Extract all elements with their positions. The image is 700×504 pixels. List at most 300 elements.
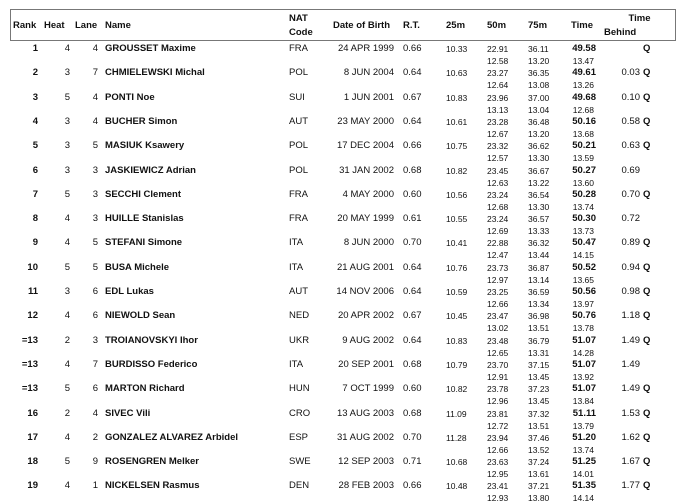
date-of-birth: 31 AUG 2002: [336, 431, 394, 443]
lap-75m: 13.20: [528, 128, 550, 139]
lap-75m: 13.30: [528, 153, 550, 164]
split-75m: 36.62: [528, 141, 550, 152]
rank-cell: 9: [32, 237, 38, 249]
lap-75m: 13.33: [528, 226, 550, 237]
rank-cell: 16: [27, 407, 38, 419]
lane-cell: 6: [92, 310, 98, 322]
split-75m: 37.21: [528, 481, 550, 492]
split-75m: 36.54: [528, 189, 550, 200]
rank-cell: 8: [32, 213, 38, 225]
final-time: 51.07: [572, 334, 596, 346]
header-nat-line1: NAT: [289, 13, 308, 24]
qualified-mark: Q: [643, 91, 651, 103]
time-behind: 1.49: [621, 383, 640, 395]
lap-75m: 13.31: [528, 347, 550, 358]
reaction-time: 0.66: [403, 480, 422, 492]
athlete-name: ROSENGREN Melker: [105, 456, 199, 468]
lap-100m: 14.28: [572, 347, 594, 358]
heat-cell: 5: [64, 261, 70, 273]
reaction-time: 0.64: [403, 115, 422, 127]
nat-code: CRO: [289, 407, 311, 419]
heat-cell: 3: [64, 67, 70, 79]
date-of-birth: 28 FEB 2003: [338, 480, 394, 492]
lap-50m: 12.58: [487, 56, 509, 66]
date-of-birth: 7 OCT 1999: [342, 383, 394, 395]
reaction-time: 0.70: [403, 237, 422, 249]
lap-50m: 13.02: [487, 323, 509, 334]
table-row: [0, 455, 700, 479]
lane-cell: 4: [92, 115, 98, 127]
nat-code: SUI: [289, 91, 305, 103]
reaction-time: 0.64: [403, 67, 422, 79]
athlete-name: GONZALEZ ALVAREZ Arbidel: [105, 431, 238, 443]
lap-75m: 13.44: [528, 250, 550, 261]
split-25m: 10.76: [446, 262, 468, 273]
rank-cell: 3: [32, 91, 38, 103]
split-50m: 23.32: [487, 141, 509, 152]
split-75m: 36.11: [528, 44, 549, 54]
lap-75m: 13.30: [528, 201, 550, 212]
qualified-mark: Q: [643, 383, 651, 395]
heat-cell: 5: [64, 91, 70, 103]
split-75m: 36.79: [528, 335, 550, 346]
lap-100m: 13.74: [572, 444, 594, 455]
split-50m: 23.41: [487, 481, 509, 492]
reaction-time: 0.64: [403, 261, 422, 273]
date-of-birth: 1 JUN 2001: [343, 91, 394, 103]
split-25m: 10.82: [446, 384, 468, 395]
lane-cell: 6: [92, 383, 98, 395]
reaction-time: 0.68: [403, 407, 422, 419]
lap-75m: 13.14: [528, 274, 550, 285]
athlete-name: TROIANOVSKYI Ihor: [105, 334, 198, 346]
date-of-birth: 20 SEP 2001: [338, 358, 394, 370]
split-75m: 36.57: [528, 214, 550, 225]
lap-100m: 14.14: [572, 493, 594, 504]
final-time: 51.07: [572, 383, 596, 395]
lane-cell: 5: [92, 261, 98, 273]
lap-100m: 13.97: [572, 299, 594, 309]
date-of-birth: 20 APR 2002: [338, 310, 394, 322]
heat-cell: 4: [64, 480, 70, 492]
time-behind: 1.62: [621, 431, 640, 443]
lap-75m: 13.34: [528, 299, 550, 309]
lap-100m: 14.01: [572, 469, 594, 480]
rank-cell: 19: [27, 480, 38, 492]
split-75m: 37.46: [528, 432, 550, 443]
athlete-name: MASIUK Ksawery: [105, 140, 185, 152]
header-25m: 25m: [446, 20, 466, 31]
reaction-time: 0.71: [403, 456, 422, 468]
header-name: Name: [105, 20, 131, 31]
split-25m: 11.09: [446, 408, 467, 419]
table-row: [0, 42, 700, 66]
split-75m: 37.00: [528, 92, 550, 103]
nat-code: ITA: [289, 358, 304, 370]
date-of-birth: 8 JUN 2000: [343, 237, 394, 249]
lane-cell: 5: [92, 237, 98, 249]
heat-cell: 3: [64, 286, 70, 297]
reaction-time: 0.60: [403, 188, 422, 200]
time-behind: 1.49: [621, 358, 640, 370]
lap-75m: 13.45: [528, 396, 550, 407]
lap-50m: 12.96: [487, 396, 509, 407]
heat-cell: 4: [64, 213, 70, 225]
lane-cell: 4: [92, 43, 98, 54]
lap-50m: 12.95: [487, 469, 509, 480]
split-75m: 36.87: [528, 262, 550, 273]
split-50m: 23.73: [487, 262, 509, 273]
rank-cell: =13: [21, 358, 38, 370]
lap-100m: 13.60: [572, 177, 594, 188]
header-75m: 75m: [528, 20, 548, 31]
lap-100m: 13.84: [572, 396, 594, 407]
qualified-mark: Q: [643, 43, 651, 54]
final-time: 50.30: [572, 213, 596, 225]
heat-cell: 4: [64, 43, 70, 54]
reaction-time: 0.67: [403, 91, 422, 103]
split-50m: 22.91: [487, 44, 509, 54]
nat-code: SWE: [289, 456, 311, 468]
lap-75m: 13.20: [528, 56, 550, 66]
split-75m: 36.35: [528, 68, 550, 79]
athlete-name: SECCHI Clement: [105, 188, 182, 200]
split-50m: 23.47: [487, 311, 509, 322]
time-behind: 0.98: [621, 286, 640, 297]
lap-100m: 13.65: [572, 274, 594, 285]
split-75m: 37.15: [528, 359, 550, 370]
qualified-mark: Q: [643, 310, 651, 322]
table-row: [0, 212, 700, 236]
split-25m: 10.45: [446, 311, 468, 322]
time-behind: 0.70: [621, 188, 640, 200]
nat-code: UKR: [289, 334, 310, 346]
table-row: [0, 431, 700, 455]
lap-50m: 12.63: [487, 177, 509, 188]
qualified-mark: Q: [643, 480, 651, 492]
athlete-name: BURDISSO Federico: [105, 358, 198, 370]
rank-cell: 4: [32, 115, 38, 127]
lap-75m: 13.51: [528, 420, 550, 431]
final-time: 50.16: [572, 115, 596, 127]
date-of-birth: 8 JUN 2004: [343, 67, 394, 79]
reaction-time: 0.68: [403, 358, 422, 370]
time-behind: 0.94: [621, 261, 640, 273]
lane-cell: 3: [92, 334, 98, 346]
nat-code: NED: [289, 310, 310, 322]
final-time: 51.25: [572, 456, 596, 468]
lap-100m: 13.68: [572, 128, 594, 139]
nat-code: AUT: [289, 286, 308, 297]
split-50m: 23.24: [487, 214, 509, 225]
split-50m: 23.27: [487, 68, 509, 79]
final-time: 49.61: [572, 67, 596, 79]
lane-cell: 5: [92, 140, 98, 152]
lap-100m: 13.78: [572, 323, 594, 334]
lane-cell: 6: [92, 286, 98, 297]
lap-50m: 12.65: [487, 347, 509, 358]
lap-75m: 13.04: [528, 104, 550, 115]
table-row: [0, 139, 700, 163]
lane-cell: 4: [92, 407, 98, 419]
date-of-birth: 13 AUG 2003: [336, 407, 394, 419]
lap-100m: 13.26: [572, 80, 594, 91]
heat-cell: 3: [64, 140, 70, 152]
header-behind-line2: Behind: [604, 27, 637, 38]
heat-cell: 5: [64, 456, 70, 468]
lap-75m: 13.61: [528, 469, 550, 480]
heat-cell: 3: [64, 164, 70, 176]
final-time: 50.56: [572, 286, 596, 297]
nat-code: DEN: [289, 480, 310, 492]
split-75m: 37.24: [528, 457, 550, 468]
split-75m: 37.23: [528, 384, 550, 395]
reaction-time: 0.67: [403, 310, 422, 322]
split-25m: 11.28: [446, 432, 467, 443]
lane-cell: 3: [92, 213, 98, 225]
lap-100m: 13.92: [572, 371, 594, 382]
reaction-time: 0.64: [403, 286, 422, 297]
lap-100m: 13.73: [572, 226, 594, 237]
qualified-mark: Q: [643, 67, 651, 79]
lap-75m: 13.52: [528, 444, 550, 455]
final-time: 50.27: [572, 164, 596, 176]
lap-75m: 13.22: [528, 177, 550, 188]
heat-cell: 4: [64, 310, 70, 322]
split-25m: 10.63: [446, 68, 468, 79]
lap-100m: 13.79: [572, 420, 594, 431]
split-50m: 23.96: [487, 92, 509, 103]
athlete-name: PONTI Noe: [105, 91, 155, 103]
nat-code: POL: [289, 140, 309, 152]
qualified-mark: Q: [643, 237, 651, 249]
time-behind: 1.49: [621, 334, 640, 346]
lane-cell: 3: [92, 164, 98, 176]
athlete-name: GROUSSET Maxime: [105, 43, 196, 54]
table-row: [0, 261, 700, 285]
final-time: 50.76: [572, 310, 596, 322]
qualified-mark: Q: [643, 188, 651, 200]
lane-cell: 1: [92, 480, 98, 492]
lap-50m: 13.13: [487, 104, 509, 115]
qualified-mark: Q: [643, 334, 651, 346]
lap-50m: 12.47: [487, 250, 509, 261]
athlete-name: SIVEC Vili: [105, 407, 151, 419]
heat-cell: 5: [64, 383, 70, 395]
time-behind: 0.69: [621, 164, 640, 176]
split-25m: 10.68: [446, 457, 468, 468]
rank-cell: =13: [21, 334, 38, 346]
nat-code: POL: [289, 164, 309, 176]
nat-code: FRA: [289, 188, 308, 200]
split-75m: 36.32: [528, 238, 550, 249]
reaction-time: 0.61: [403, 213, 422, 225]
split-50m: 23.94: [487, 432, 509, 443]
table-row: [0, 382, 700, 406]
athlete-name: JASKIEWICZ Adrian: [105, 164, 196, 176]
split-25m: 10.75: [446, 141, 468, 152]
heat-cell: 4: [64, 358, 70, 370]
qualified-mark: Q: [643, 115, 651, 127]
split-50m: 23.81: [487, 408, 509, 419]
split-25m: 10.55: [446, 214, 468, 225]
nat-code: HUN: [289, 383, 310, 395]
split-25m: 10.56: [446, 189, 468, 200]
final-time: 49.58: [572, 43, 596, 54]
header-lane: Lane: [75, 20, 98, 31]
header-behind-line1: Time: [628, 13, 651, 24]
time-behind: 0.58: [621, 115, 640, 127]
date-of-birth: 12 SEP 2003: [338, 456, 394, 468]
qualified-mark: Q: [643, 431, 651, 443]
table-row: [0, 66, 700, 90]
date-of-birth: 17 DEC 2004: [336, 140, 394, 152]
rank-cell: 1: [32, 43, 38, 54]
lap-50m: 12.68: [487, 201, 509, 212]
header-nat-line2: Code: [289, 27, 313, 38]
time-behind: 1.67: [621, 456, 640, 468]
heat-cell: 5: [64, 188, 70, 200]
time-behind: 0.03: [621, 67, 640, 79]
split-50m: 23.45: [487, 165, 509, 176]
split-50m: 23.24: [487, 189, 509, 200]
lap-50m: 12.66: [487, 444, 509, 455]
date-of-birth: 23 MAY 2000: [337, 115, 394, 127]
rank-cell: 10: [27, 261, 38, 273]
nat-code: ITA: [289, 261, 304, 273]
lap-50m: 12.97: [487, 274, 509, 285]
reaction-time: 0.64: [403, 334, 422, 346]
time-behind: 1.18: [621, 310, 640, 322]
table-row: [0, 188, 700, 212]
final-time: 51.35: [572, 480, 596, 492]
heat-cell: 4: [64, 237, 70, 249]
date-of-birth: 20 MAY 1999: [337, 213, 394, 225]
athlete-name: BUCHER Simon: [105, 115, 178, 127]
qualified-mark: Q: [643, 286, 651, 297]
reaction-time: 0.60: [403, 383, 422, 395]
table-row: [0, 91, 700, 115]
final-time: 51.11: [572, 407, 596, 419]
split-75m: 37.32: [528, 408, 550, 419]
athlete-name: BUSA Michele: [105, 261, 170, 273]
nat-code: ITA: [289, 237, 304, 249]
split-75m: 36.98: [528, 311, 550, 322]
nat-code: AUT: [289, 115, 308, 127]
nat-code: ESP: [289, 431, 309, 443]
nat-code: FRA: [289, 43, 308, 54]
lap-75m: 13.51: [528, 323, 550, 334]
table-row: [0, 236, 700, 260]
qualified-mark: Q: [643, 407, 651, 419]
heat-cell: 3: [64, 115, 70, 127]
header-rank: Rank: [13, 20, 37, 31]
nat-code: POL: [289, 67, 309, 79]
qualified-mark: Q: [643, 456, 651, 468]
lane-cell: 9: [92, 456, 98, 468]
rank-cell: 17: [27, 431, 38, 443]
lap-50m: 12.66: [487, 299, 509, 309]
reaction-time: 0.66: [403, 43, 422, 54]
time-behind: 0.63: [621, 140, 640, 152]
final-time: 50.21: [572, 140, 596, 152]
reaction-time: 0.70: [403, 431, 422, 443]
header-dob: Date of Birth: [333, 20, 390, 31]
date-of-birth: 14 NOV 2006: [336, 286, 394, 297]
athlete-name: NICKELSEN Rasmus: [105, 480, 200, 492]
split-50m: 23.70: [487, 359, 509, 370]
lane-cell: 7: [92, 358, 98, 370]
athlete-name: NIEWOLD Sean: [105, 310, 176, 322]
athlete-name: HUILLE Stanislas: [105, 213, 184, 225]
table-row: [0, 334, 700, 358]
athlete-name: CHMIELEWSKI Michal: [105, 67, 205, 79]
lap-100m: 14.15: [572, 250, 594, 261]
split-50m: 22.88: [487, 238, 509, 249]
rank-cell: 18: [27, 456, 38, 468]
time-behind: 0.89: [621, 237, 640, 249]
split-25m: 10.79: [446, 359, 468, 370]
lap-75m: 13.08: [528, 80, 550, 91]
date-of-birth: 31 JAN 2002: [339, 164, 394, 176]
lap-50m: 12.72: [487, 420, 509, 431]
heat-cell: 2: [64, 334, 70, 346]
split-25m: 10.83: [446, 92, 468, 103]
table-row: [0, 309, 700, 333]
split-50m: 23.28: [487, 116, 509, 127]
reaction-time: 0.66: [403, 140, 422, 152]
reaction-time: 0.68: [403, 164, 422, 176]
split-50m: 23.48: [487, 335, 509, 346]
lane-cell: 7: [92, 67, 98, 79]
split-75m: 36.59: [528, 287, 550, 297]
athlete-name: MARTON Richard: [105, 383, 185, 395]
nat-code: FRA: [289, 213, 308, 225]
table-row: [0, 285, 700, 309]
lap-100m: 13.59: [572, 153, 594, 164]
split-50m: 23.78: [487, 384, 509, 395]
lap-50m: 12.91: [487, 371, 509, 382]
split-50m: 23.25: [487, 287, 509, 297]
athlete-name: EDL Lukas: [105, 286, 154, 297]
rank-cell: 11: [27, 286, 38, 297]
time-behind: 0.72: [621, 213, 640, 225]
header-rt: R.T.: [403, 20, 420, 31]
rank-cell: 7: [32, 188, 38, 200]
lap-100m: 12.68: [572, 104, 594, 115]
split-25m: 10.48: [446, 481, 468, 492]
split-25m: 10.41: [446, 238, 468, 249]
table-row: [0, 115, 700, 139]
time-behind: 1.53: [621, 407, 640, 419]
final-time: 50.52: [572, 261, 596, 273]
lap-75m: 13.80: [528, 493, 550, 504]
rank-cell: 5: [32, 140, 38, 152]
time-behind: 1.77: [621, 480, 640, 492]
split-25m: 10.33: [446, 44, 468, 54]
table-row: [0, 358, 700, 382]
lane-cell: 2: [92, 431, 98, 443]
final-time: 49.68: [572, 91, 596, 103]
split-75m: 36.67: [528, 165, 550, 176]
table-row: [0, 407, 700, 431]
heat-cell: 4: [64, 431, 70, 443]
final-time: 51.07: [572, 358, 596, 370]
final-time: 51.20: [572, 431, 596, 443]
table-row: [0, 164, 700, 188]
lap-50m: 12.64: [487, 80, 509, 91]
lap-50m: 12.93: [487, 493, 509, 504]
